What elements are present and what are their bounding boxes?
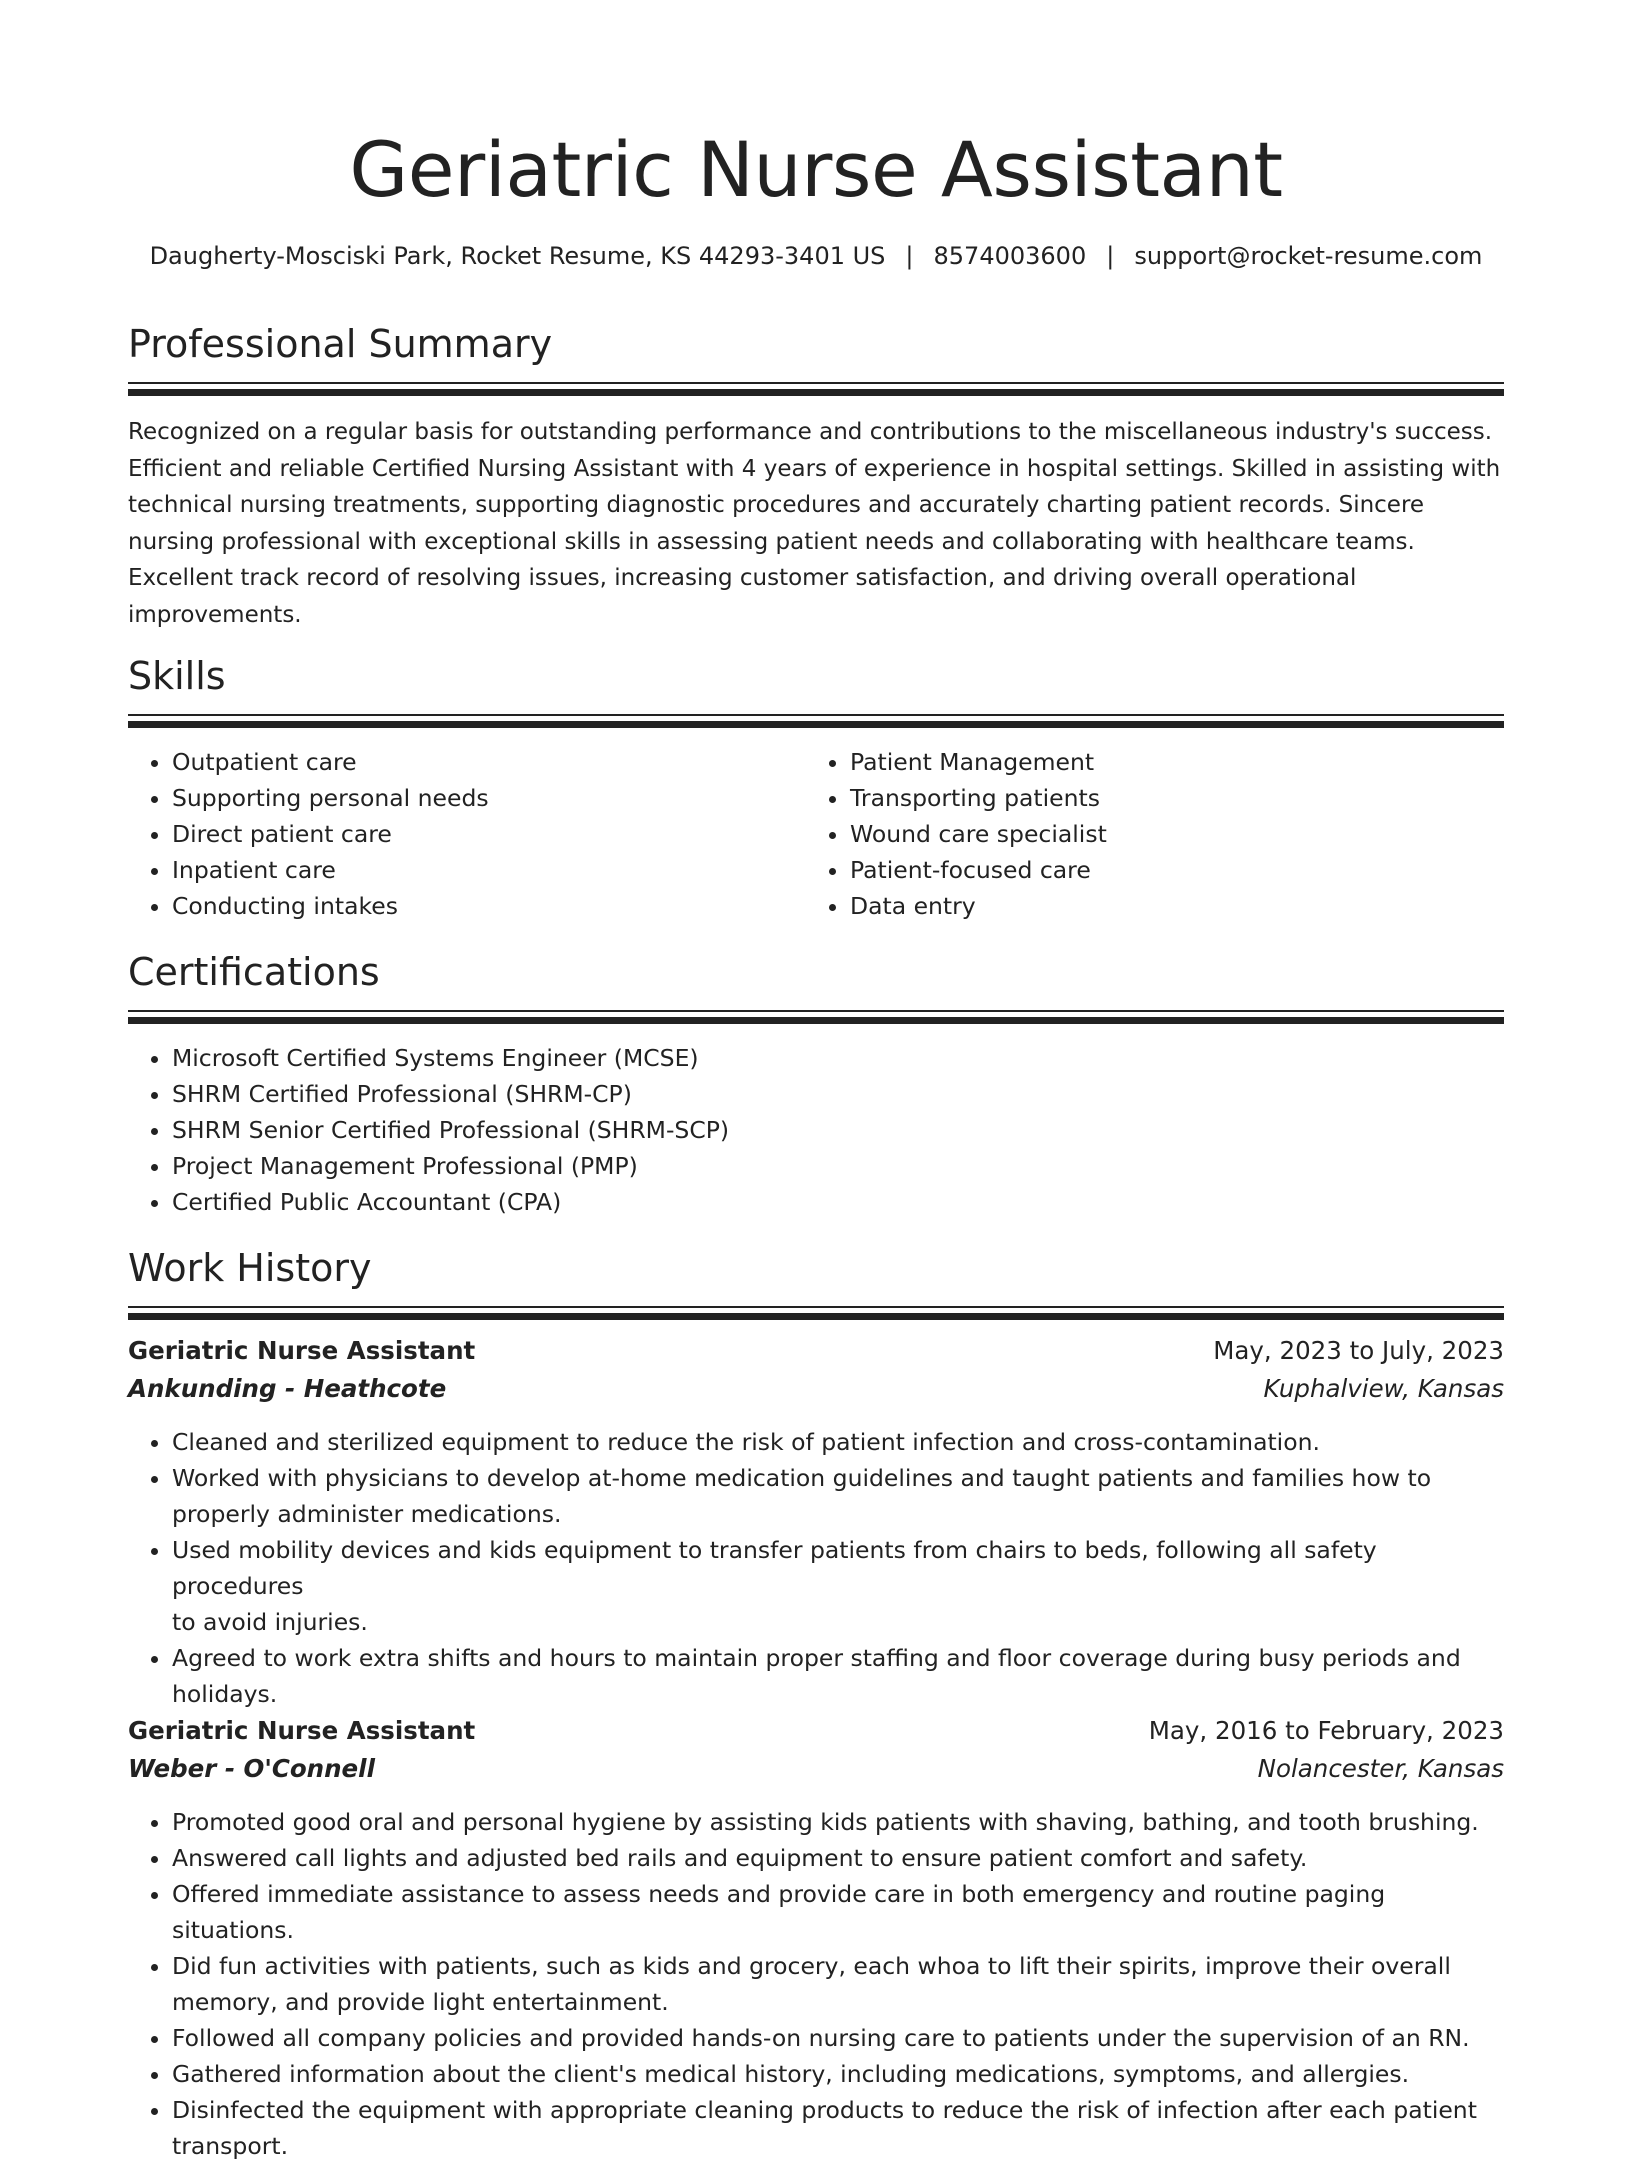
skill-item: • Wound care specialist [850,816,1484,852]
job-company: Ankunding - Heathcote [128,1374,447,1403]
skills-columns [128,728,1504,924]
contact-separator: | [905,242,914,270]
section-divider [128,382,1504,396]
skill-item: • Inpatient care [172,852,806,888]
summary-title: Professional Summary [128,322,553,366]
job-bullet: • Promoted good oral and personal hygiene by assisting kids patients with shaving, bathing, and tooth brushing. [172,1804,1504,1840]
job-bullet: • Disinfected the equipment with appropriate cleaning products to reduce the risk of infection after each patient transport. [172,2092,1504,2164]
job-company-row [128,1370,1504,1408]
skill-item: • Patient Management [850,744,1484,780]
summary-line: Recognized on a regular basis for outstanding performance and contributions to the miscellaneous industry's success. [128,419,1493,445]
certifications-section [128,946,1504,1220]
summary-section [128,318,1504,633]
skill-item: • Data entry [850,888,1484,924]
job-title: Geriatric Nurse Assistant [128,1716,476,1745]
work-history-title: Work History [128,1246,372,1290]
job-bullet: • Gathered information about the client's medical history, including medications, symptoms, and allergies. [172,2056,1504,2092]
certification-item: • Project Management Professional (PMP) [172,1148,1504,1184]
job-dates: May, 2016 to February, 2023 [1148,1716,1504,1745]
job-company-row [128,1750,1504,1788]
section-divider [128,714,1504,728]
job-bullets [128,1804,1504,2164]
skills-column-left [128,728,806,924]
contact-phone: 8574003600 [933,242,1087,270]
summary-line: nursing professional with exceptional skills in assessing patient needs and collaborating with healthcare teams. [128,528,1415,555]
certifications-title: Certifications [128,950,380,994]
summary-line: improvements. [128,601,302,628]
summary-line: technical nursing treatments, supporting diagnostic procedures and accurately charting patient records. Sincere [128,492,1425,518]
candidate-name: Geriatric Nurse Assistant [349,125,1283,214]
job-bullet: • Used mobility devices and kids equipment to transfer patients from chairs to beds, following all safety procedures to avoid injuries. [172,1532,1504,1640]
job-dates: May, 2023 to July, 2023 [1213,1336,1504,1365]
section-divider [128,1306,1504,1320]
job-bullet: • Cleaned and sterilized equipment to reduce the risk of patient infection and cross-contamination. [172,1424,1504,1460]
job-header-row [128,1712,1504,1750]
job-company: Weber - O'Connell [128,1754,375,1783]
job-location: Kuphalview, Kansas [1263,1374,1504,1403]
contact-separator: | [1106,242,1115,270]
job-bullet: • Worked with physicians to develop at-home medication guidelines and taught patients and families how to properly administer medications. [172,1460,1504,1532]
certification-item: • SHRM Certified Professional (SHRM-CP) [172,1076,1504,1112]
skills-title: Skills [128,654,226,698]
contact-email: support@rocket-resume.com [1134,242,1483,270]
section-divider [128,1010,1504,1024]
contact-line [128,236,1504,276]
certification-item: • SHRM Senior Certified Professional (SHRM-SCP) [172,1112,1504,1148]
skill-item: • Supporting personal needs [172,780,806,816]
job-bullet: • Followed all company policies and provided hands-on nursing care to patients under the supervision of an RN. [172,2020,1504,2056]
certification-item: • Microsoft Certified Systems Engineer (MCSE) [172,1040,1504,1076]
work-history-section [128,1242,1504,1320]
job-entry [128,1712,1504,2164]
job-title: Geriatric Nurse Assistant [128,1336,476,1365]
skill-item: • Transporting patients [850,780,1484,816]
job-bullet: • Offered immediate assistance to assess needs and provide care in both emergency and routine paging situations. [172,1876,1504,1948]
summary-text [128,414,1504,633]
job-bullet: • Agreed to work extra shifts and hours to maintain proper staffing and floor coverage during busy periods and holidays. [172,1640,1504,1712]
job-bullet: • Did fun activities with patients, such as kids and grocery, each whoa to lift their spirits, improve their overall memory, and provide light entertainment. [172,1948,1504,2020]
job-bullets [128,1424,1504,1712]
certification-item: • Certified Public Accountant (CPA) [172,1184,1504,1220]
job-location: Nolancester, Kansas [1257,1754,1504,1783]
job-bullet: • Answered call lights and adjusted bed rails and equipment to ensure patient comfort and safety. [172,1840,1504,1876]
skills-section [128,650,1504,924]
skill-item: • Patient-focused care [850,852,1484,888]
job-header-row [128,1332,1504,1370]
job-entry [128,1332,1504,1712]
contact-address: Daugherty-Mosciski Park, Rocket Resume, KS 44293-3401 US [149,242,886,270]
skills-column-right [806,728,1484,924]
skill-item: • Outpatient care [172,744,806,780]
skill-item: • Direct patient care [172,816,806,852]
summary-line: Efficient and reliable Certified Nursing Assistant with 4 years of experience in hospital settings. Skilled in assisting with [128,455,1501,482]
skill-item: • Conducting intakes [172,888,806,924]
summary-line: Excellent track record of resolving issues, increasing customer satisfaction, and driving overall operational [128,565,1357,591]
